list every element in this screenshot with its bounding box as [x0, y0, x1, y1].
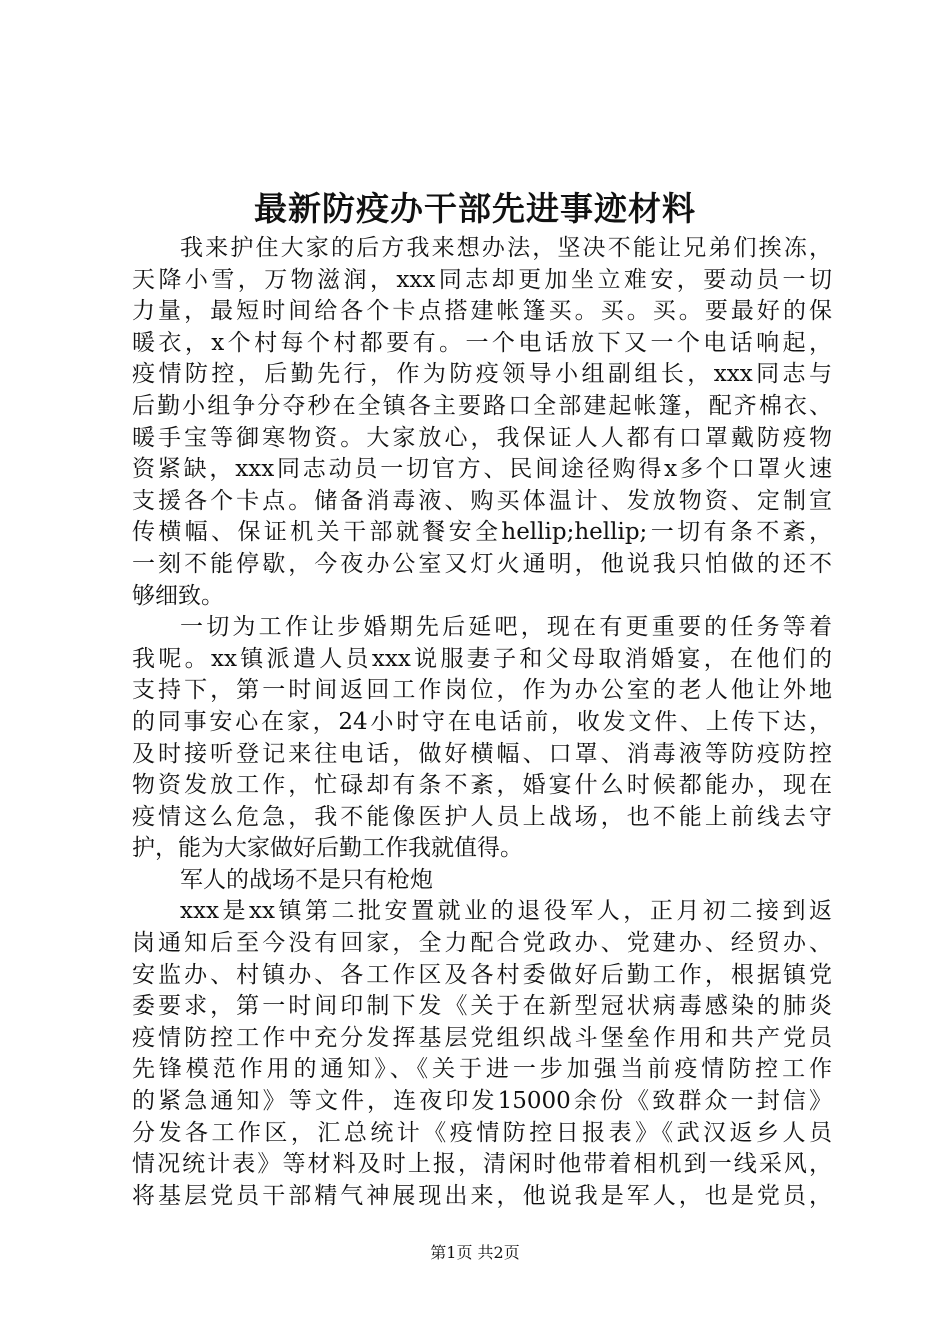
text-line: 传横幅、保证机关干部就餐安全hellip;hellip;一切有条不紊， [132, 519, 832, 546]
text-line: 一刻不能停歇，今夜办公室又灯火通明，他说我只怕做的还不 [132, 550, 832, 577]
text-line: 情况统计表》等材料及时上报，清闲时他带着相机到一线采风， [132, 1151, 832, 1178]
text-line: xxx是xx镇第二批安置就业的退役军人，正月初二接到返 [180, 898, 832, 925]
text-line: 力量，最短时间给各个卡点搭建帐篷买。买。买。要最好的保 [132, 298, 832, 325]
text-line: 安监办、村镇办、各工作区及各村委做好后勤工作，根据镇党 [132, 961, 832, 988]
text-line: 一切为工作让步婚期先后延吧，现在有更重要的任务等着 [180, 614, 832, 641]
document-body [132, 233, 832, 1212]
text-line: 天降小雪，万物滋润，xxx同志却更加坐立难安，要动员一切 [132, 266, 832, 293]
section-heading: 军人的战场不是只有枪炮 [180, 866, 433, 893]
text-line: 委要求，第一时间印制下发《关于在新型冠状病毒感染的肺炎 [132, 993, 832, 1020]
text-line: 先锋模范作用的通知》、《关于进一步加强当前疫情防控工作 [132, 1056, 832, 1083]
text-line: 我来护住大家的后方我来想办法，坚决不能让兄弟们挨冻， [180, 235, 832, 261]
text-line: 暖手宝等御寒物资。大家放心，我保证人人都有口罩戴防疫物 [132, 424, 832, 451]
text-line: 将基层党员干部精气神展现出来，他说我是军人，也是党员， [132, 1182, 832, 1209]
text-line: 后勤小组争分夺秒在全镇各主要路口全部建起帐篷，配齐棉衣、 [132, 392, 832, 419]
text-line: 我呢。xx镇派遣人员xxx说服妻子和父母取消婚宴，在他们的 [132, 645, 832, 672]
text-line: 岗通知后至今没有回家，全力配合党政办、党建办、经贸办、 [132, 930, 832, 957]
text-line: 暖衣，x个村每个村都要有。一个电话放下又一个电话响起， [132, 329, 832, 356]
text-line: 物资发放工作，忙碌却有条不紊，婚宴什么时候都能办，现在 [132, 772, 832, 799]
text-line: 分发各工作区，汇总统计《疫情防控日报表》《武汉返乡人员 [132, 1119, 832, 1146]
text-line: 支援各个卡点。储备消毒液、购买体温计、发放物资、定制宣 [132, 487, 832, 514]
page-footer: 第1页 共2页 [430, 1243, 520, 1262]
text-line: 疫情防控工作中充分发挥基层党组织战斗堡垒作用和共产党员 [132, 1024, 832, 1051]
text-line: 疫情这么危急，我不能像医护人员上战场，也不能上前线去守 [132, 803, 832, 830]
text-line: 资紧缺，xxx同志动员一切官方、民间途径购得x多个口罩火速 [132, 456, 832, 483]
text-line: 支持下，第一时间返回工作岗位，作为办公室的老人他让外地 [132, 677, 832, 704]
text-line: 的紧急通知》等文件，连夜印发15000余份《致群众一封信》 [132, 1088, 832, 1115]
text-line: 疫情防控，后勤先行，作为防疫领导小组副组长，xxx同志与 [132, 361, 832, 388]
text-line: 的同事安心在家，24小时守在电话前，收发文件、上传下达， [132, 708, 832, 735]
document-title: 最新防疫办干部先进事迹材料 [254, 189, 696, 228]
text-line: 护，能为大家做好后勤工作我就值得。 [132, 835, 523, 862]
text-line: 够细致。 [132, 582, 224, 609]
text-line: 及时接听登记来往电话，做好横幅、口罩、消毒液等防疫防控 [132, 740, 832, 767]
